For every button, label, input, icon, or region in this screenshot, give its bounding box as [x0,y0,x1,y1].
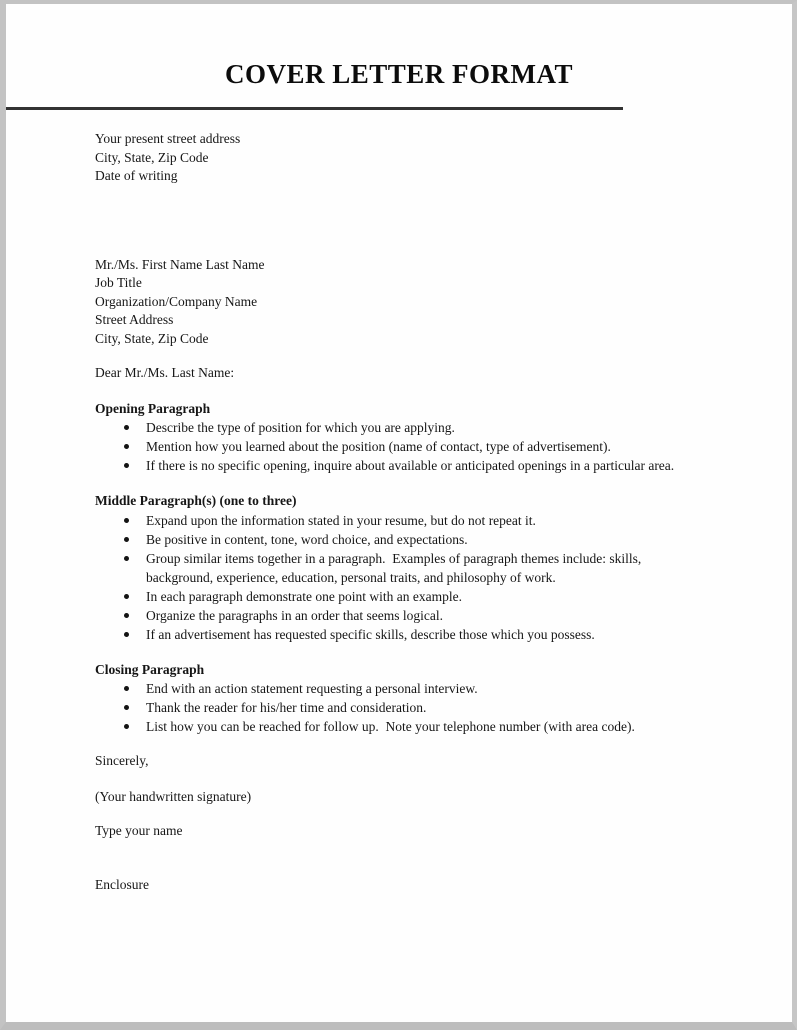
bullet-item: In each paragraph demonstrate one point with an example. [95,587,700,606]
bullet-item: If an advertisement has requested specific skills, describe those which you possess. [95,625,700,644]
typed-name-placeholder: Type your name [95,823,183,838]
bullet-item: If there is no specific opening, inquire about available or anticipated openings in a particular area. [95,456,700,475]
bullet-item: List how you can be reached for follow up. Note your telephone number (with area code). [95,717,700,736]
document-body [6,130,792,894]
bullet-item: Organize the paragraphs in an order that seems logical. [95,606,700,625]
recipient-name-line: Mr./Ms. First Name Last Name [95,256,265,272]
handwritten-signature-placeholder: (Your handwritten signature) [95,788,252,804]
bullet-item: End with an action statement requesting a personal interview. [95,679,700,698]
bullet-item: Group similar items together in a paragraph. Examples of paragraph themes include: skills, background, experience, education, personal traits, and philosophy of work. [95,549,700,587]
bullet-item: Mention how you learned about the position (name of contact, type of advertisement). [95,437,700,456]
recipient-company-line: Organization/Company Name [95,293,258,309]
closing-bullet-list [95,679,700,736]
middle-bullet-list [95,511,700,644]
middle-paragraph-section [95,492,700,644]
section-heading-middle: Middle Paragraph(s) (one to three) [95,493,297,508]
bullet-item: Describe the type of position for which you are applying. [95,418,700,437]
recipient-street-line: Street Address [95,312,174,327]
closing-salutation: Sincerely, [95,753,149,768]
sender-street-line: Your present street address [95,131,241,146]
date-line: Date of writing [95,168,178,183]
salutation: Dear Mr./Ms. Last Name: [95,365,235,380]
closing-paragraph-section [95,661,700,737]
bullet-item: Expand upon the information stated in your resume, but do not repeat it. [95,511,700,530]
recipient-address-block [95,256,700,349]
bullet-item: Be positive in content, tone, word choice, and expectations. [95,530,700,549]
sender-city-line: City, State, Zip Code [95,149,209,165]
section-heading-closing: Closing Paragraph [95,661,205,677]
enclosure-note: Enclosure [95,876,149,892]
section-heading-opening: Opening Paragraph [95,400,211,416]
opening-paragraph-section [95,400,700,476]
title-divider [4,107,623,110]
recipient-city-line: City, State, Zip Code [95,330,209,346]
bullet-item: Thank the reader for his/her time and consideration. [95,698,700,717]
recipient-job-title-line: Job Title [95,275,142,290]
opening-bullet-list [95,418,700,475]
sender-address-block [95,130,700,186]
page-title: COVER LETTER FORMAT [224,59,574,89]
